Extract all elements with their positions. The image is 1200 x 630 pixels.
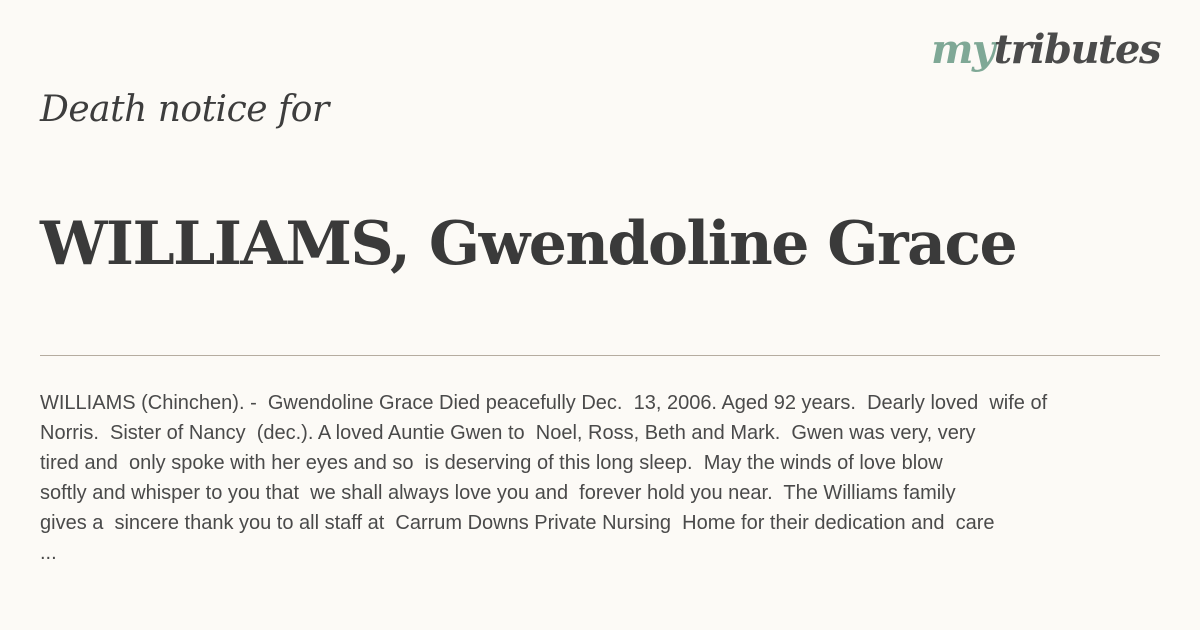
notice-line: gives a sincere thank you to all staff at Carrum Downs Private Nursing Home for their dedication and care	[40, 512, 995, 534]
mytributes-logo[interactable]	[931, 26, 1160, 73]
notice-text	[40, 388, 1140, 568]
logo-my: my	[931, 26, 994, 73]
notice-line: Norris. Sister of Nancy (dec.). A loved Auntie Gwen to Noel, Ross, Beth and Mark. Gwen was very, very	[40, 422, 976, 444]
notice-line: WILLIAMS (Chinchen). - Gwendoline Grace Died peacefully Dec. 13, 2006. Aged 92 years. Dearly loved wife of	[40, 392, 1048, 414]
divider	[40, 355, 1160, 356]
notice-line: softly and whisper to you that we shall always love you and forever hold you near. The Williams family	[40, 482, 956, 504]
death-notice-kicker: Death notice for	[40, 89, 329, 130]
logo-tributes: tributes	[993, 26, 1160, 73]
notice-ellipsis: ...	[40, 542, 57, 564]
notice-line: tired and only spoke with her eyes and so is deserving of this long sleep. May the winds of love blow	[40, 452, 943, 474]
deceased-name: WILLIAMS, Gwendoline Grace	[40, 209, 1017, 279]
